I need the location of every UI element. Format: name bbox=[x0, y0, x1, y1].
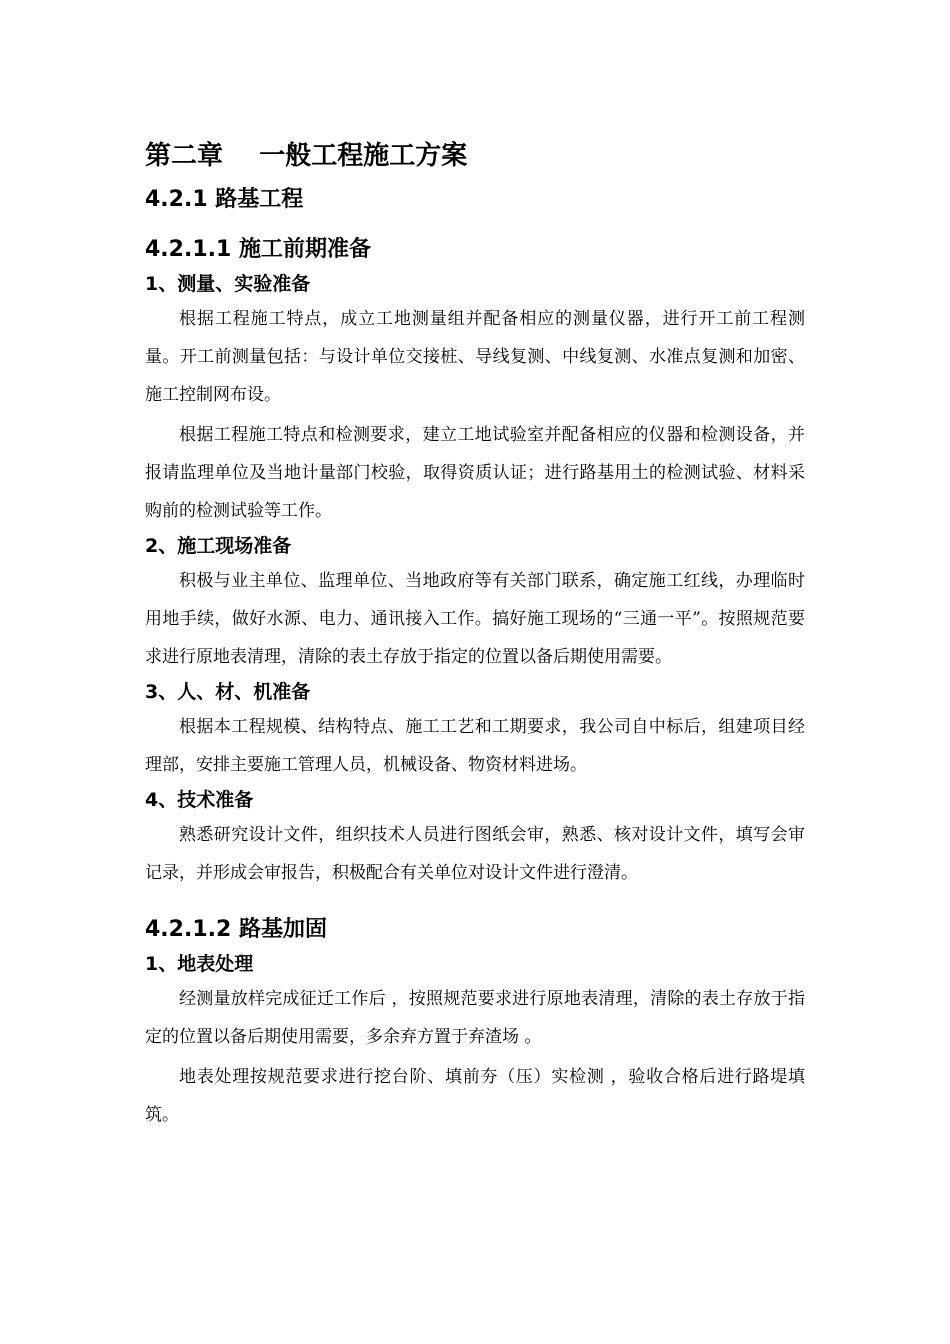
paragraph: 积极与业主单位、监理单位、当地政府等有关部门联系，确定施工红线，办理临时用地手续，做好水源、电力、通讯接入工作。搞好施工现场的“三通一平”。按照规范要求进行原地表清理，清除的表土存放于指定的位置以备后期使用需要。 bbox=[145, 571, 805, 667]
subheading-site-preparation: 2、施工现场准备 bbox=[145, 535, 292, 557]
paragraph: 经测量放样完成征迁工作后 ，按照规范要求进行原地表清理，清除的表土存放于指定的位置以备后期使用需要，多余弃方置于弃渣场 。 bbox=[145, 989, 805, 1047]
subheading-technical: 4、技术准备 bbox=[145, 789, 254, 811]
section-heading-4-2-1-2: 4.2.1.2 路基加固 bbox=[145, 917, 327, 942]
chapter-title: 第二章 一般工程施工方案 bbox=[145, 141, 468, 171]
paragraph: 根据工程施工特点，成立工地测量组并配备相应的测量仪器，进行开工前工程测量。开工前测量包括：与设计单位交接桩、导线复测、中线复测、水准点复测和加密、施工控制网布设。 bbox=[145, 309, 805, 405]
subheading-resources: 3、人、材、机准备 bbox=[145, 681, 311, 703]
paragraph: 根据本工程规模、结构特点、施工工艺和工期要求，我公司自中标后，组建项目经理部，安排主要施工管理人员，机械设备、物资材料进场。 bbox=[145, 717, 805, 775]
section-heading-4-2-1: 4.2.1 路基工程 bbox=[145, 187, 304, 212]
subheading-survey-lab: 1、测量、实验准备 bbox=[145, 273, 311, 295]
section-heading-4-2-1-1: 4.2.1.1 施工前期准备 bbox=[145, 237, 371, 262]
paragraph: 根据工程施工特点和检测要求，建立工地试验室并配备相应的仪器和检测设备，并报请监理单位及当地计量部门校验，取得资质认证；进行路基用土的检测试验、材料采购前的检测试验等工作。 bbox=[145, 425, 805, 521]
paragraph: 熟悉研究设计文件，组织技术人员进行图纸会审，熟悉、核对设计文件，填写会审记录，并形成会审报告，积极配合有关单位对设计文件进行澄清。 bbox=[145, 825, 805, 883]
subheading-surface-treatment: 1、地表处理 bbox=[145, 953, 254, 975]
paragraph: 地表处理按规范要求进行挖台阶、填前夯（压）实检测 ，验收合格后进行路堤填筑。 bbox=[145, 1067, 805, 1125]
document-content bbox=[145, 138, 805, 1136]
